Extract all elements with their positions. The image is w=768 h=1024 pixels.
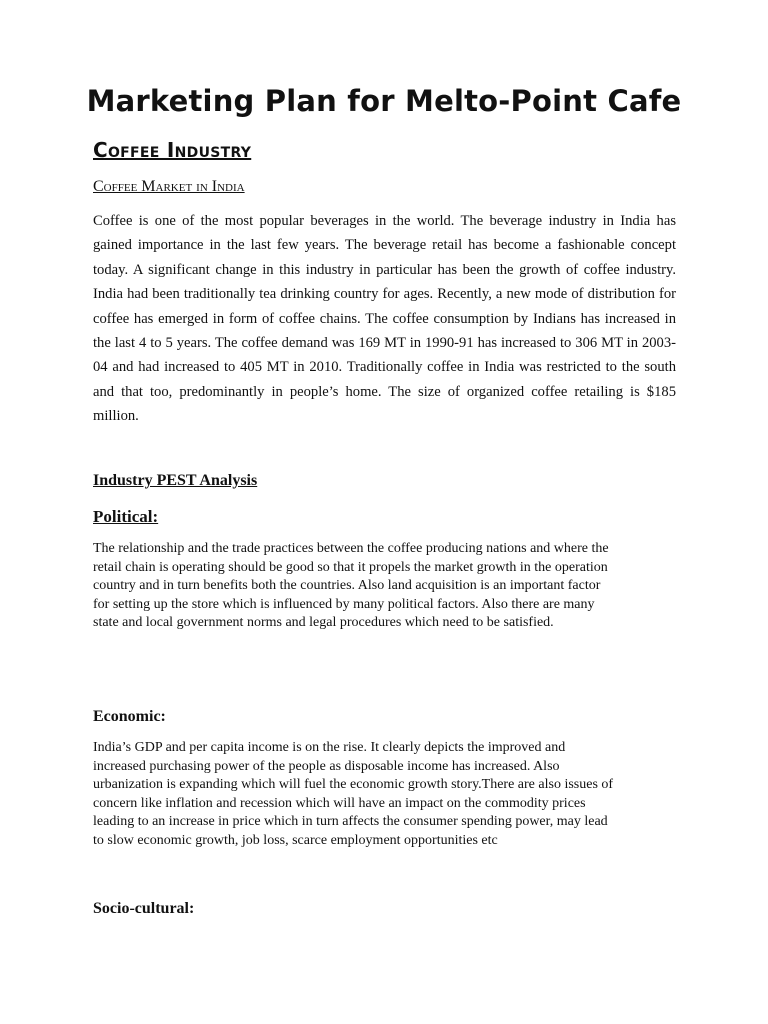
section-heading-coffee-industry: Coffee Industry [93, 138, 252, 162]
economic-line: to slow economic growth, job loss, scarce employment opportunities etc [93, 832, 498, 848]
economic-line: increased purchasing power of the people as disposable income has increased. Also [93, 758, 560, 774]
political-heading: Political: [93, 507, 159, 526]
political-line: retail chain is operating should be good so that it propels the market growth in the operation [93, 559, 608, 575]
economic-paragraph [93, 739, 683, 851]
economic-line: urbanization is expanding which will fuel the economic growth story.There are also issues of [93, 777, 614, 793]
pest-analysis-heading: Industry PEST Analysis [93, 472, 258, 489]
economic-line: concern like inflation and recession which will have an impact on the commodity prices [93, 795, 586, 811]
coffee-market-paragraph: Coffee is one of the most popular beverages in the world. The beverage industry in India has gained importance in the last few years. The beverage retail has become a fashionable concept today. A significant change in this industry in particular has been the growth of coffee industry. India had been traditionally tea drinking country for ages. Recently, a new mode of distribution for coffee has emerged in form of coffee chains. The coffee consumption by Indians has increased in the last 4 to 5 years. The coffee demand was 169 MT in 1990-91 has increased to 306 MT in 2003-04 and had increased to 405 MT in 2010. Traditionally coffee in India was restricted to the south and that too, predominantly in people’s home. The size of organized coffee retailing is $185 million. [93, 213, 676, 425]
economic-line: India’s GDP and per capita income is on the rise. It clearly depicts the improved and [93, 740, 566, 755]
political-line: state and local government norms and legal procedures which need to be satisfied. [93, 615, 554, 631]
political-line: country and in turn benefits both the countries. Also land acquisition is an important factor [93, 578, 601, 594]
political-paragraph [93, 540, 683, 633]
economic-line: leading to an increase in price which in turn affects the consumer spending power, may lead [93, 814, 608, 830]
document-title: Marketing Plan for Melto-Point Cafe [86, 84, 682, 118]
subsection-heading-coffee-market: Coffee Market in India [93, 178, 245, 195]
political-line: The relationship and the trade practices between the coffee producing nations and where the [93, 541, 609, 556]
political-line: for setting up the store which is influenced by many political factors. Also there are many [93, 596, 595, 612]
economic-heading: Economic: [93, 708, 166, 725]
socio-cultural-heading: Socio-cultural: [93, 900, 195, 917]
